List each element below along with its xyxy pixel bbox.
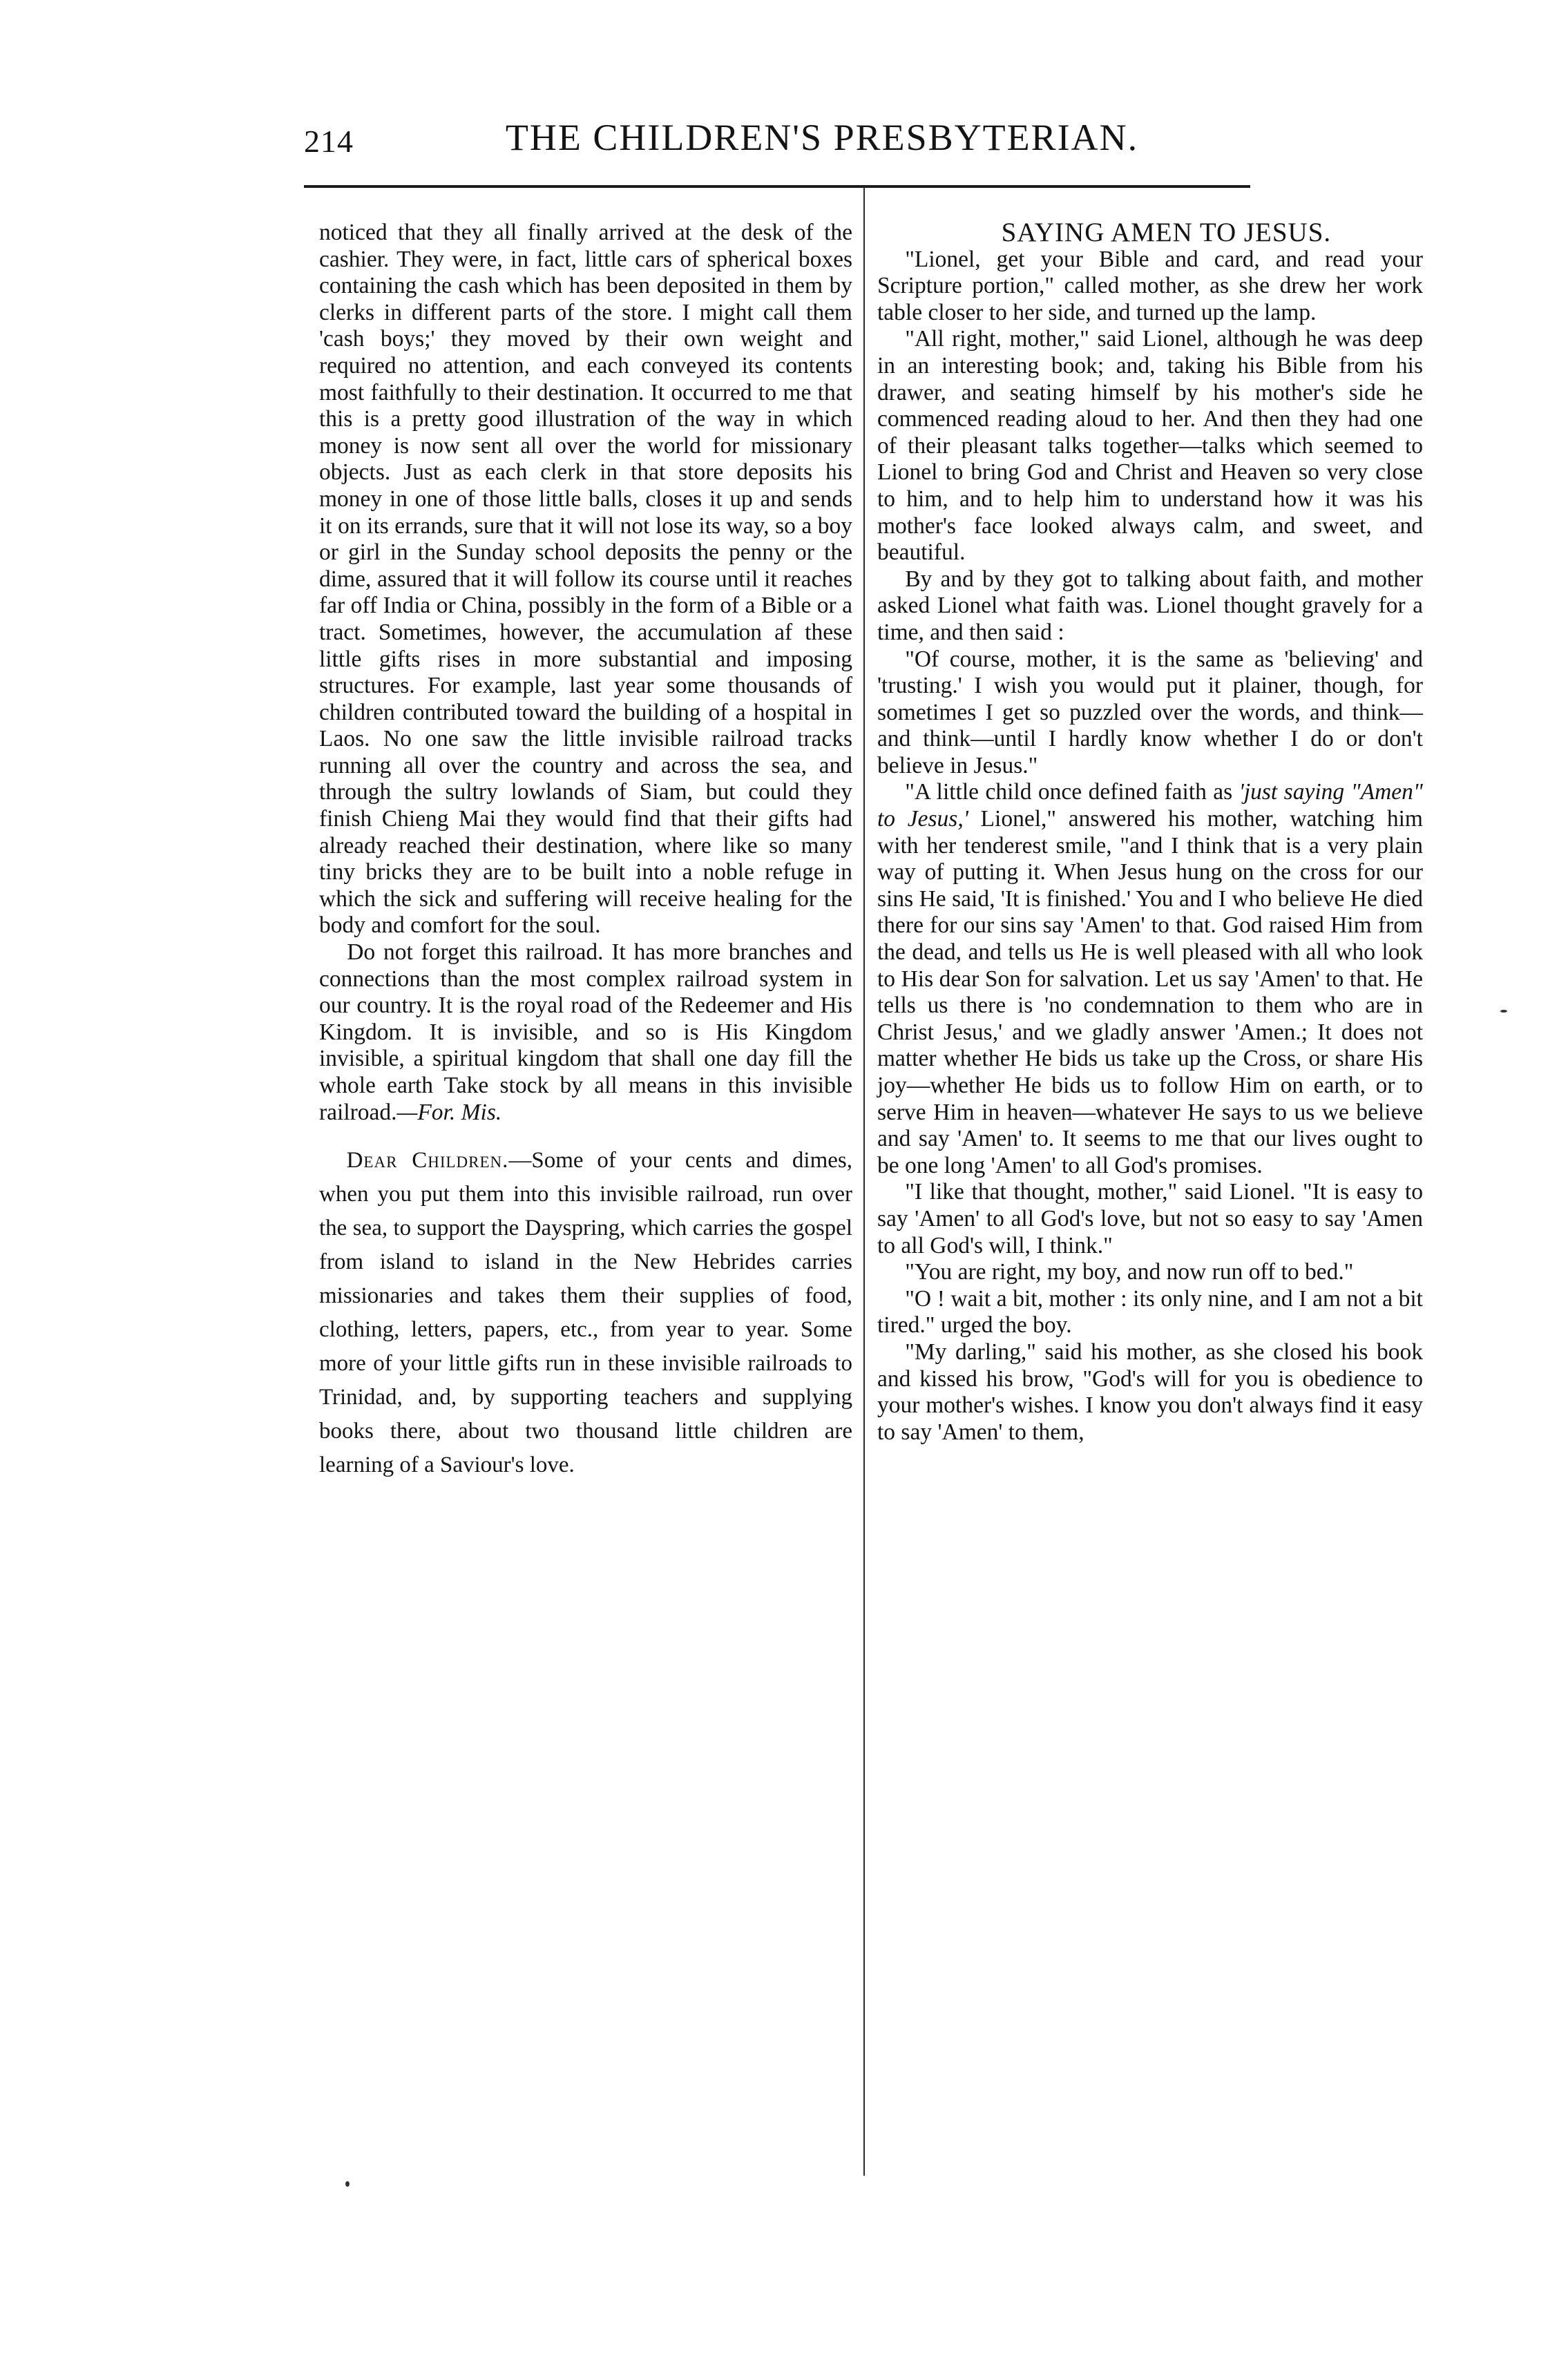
- story-paragraph-7: "You are right, my boy, and now run off to bed.": [905, 1259, 1354, 1285]
- right-column: [877, 220, 1423, 1446]
- header-rule: [304, 185, 1250, 188]
- story-paragraph-6: "I like that thought, mother," said Lionel. "It is easy to say 'Amen' to all God's love, but not so easy to say 'Amen to all God's will, I think.": [877, 1179, 1423, 1258]
- p5-start: "A little child once defined faith as: [905, 779, 1239, 805]
- page-header: [304, 116, 1257, 171]
- running-title: THE CHILDREN'S PRESBYTERIAN.: [505, 117, 1139, 158]
- ink-speck: [1500, 1010, 1507, 1013]
- source-attribution: —For. Mis.: [396, 1099, 502, 1125]
- article-title: SAYING AMEN TO JESUS.: [1001, 218, 1332, 247]
- invisible-railroad-paragraph-1: noticed that they all finally arrived at the desk of the cashier. They were, in fact, little cars of spherical boxes containing the cash which has been deposited in them by clerks in different parts of the store. I might call them 'cash boys;' they moved by their own weight and required no attention, and each conveyed its contents most faithfully to their destination. It occurred to me that this is a pretty good illustration of the way in which money is now sent all over the world for missionary objects. Just as each clerk in that store deposits his money in one of those little balls, closes it up and sends it on its errands, sure that it will not lose its way, so a boy or girl in the Sunday school deposits the penny or the dime, assured that it will follow its course until it reaches far off India or China, possibly in the form of a Bible or a tract. Sometimes, however, the accumulation af these little gifts rises in more substantial and imposing structures. For example, last year some thousands of children contributed toward the building of a hospital in Laos. No one saw the little invisible railroad tracks running all over the country and across the sea, and through the sultry lowlands of Siam, but could they finish Chieng Mai they would find that their gifts had already reached their destination, where like so many tiny bricks they are to be built into a noble refuge in which the sick and suffering will receive healing for the body and comfort for the soul.: [319, 220, 852, 939]
- story-paragraph-5: [877, 779, 1423, 1179]
- story-paragraph-2: "All right, mother," said Lionel, although he was deep in an interesting book; and, taking his Bible from his drawer, and seating himself by his mother's side he commenced reading aloud to her. And then they had one of their pleasant talks together—talks which seemed to Lionel to bring God and Christ and Heaven so very close to him, and to help him to understand how it was his mother's face looked always calm, and sweet, and beautiful.: [877, 326, 1423, 566]
- invisible-railroad-paragraph-2: [319, 939, 852, 1126]
- story-paragraph-3: By and by they got to talking about faith, and mother asked Lionel what faith was. Lionel thought gravely for a time, and then said :: [877, 566, 1423, 645]
- page-number: 214: [304, 124, 354, 159]
- story-paragraph-1: "Lionel, get your Bible and card, and read your Scripture portion," called mother, as she drew her work table closer to her side, and turned up the lamp.: [877, 246, 1423, 325]
- paragraph-2-text: Do not forget this railroad. It has more branches and connections than the most complex railroad system in our country. It is the royal road of the Redeemer and His Kingdom. It is invisible, and so is His Kingdom invisible, a spiritual kingdom that shall one day fill the whole earth Take stock by all means in this invisible railroad.: [319, 939, 852, 1125]
- story-paragraph-9: "My darling," said his mother, as she closed his book and kissed his brow, "God's will for you is obedience to your mother's wishes. I know you don't always find it easy to say 'Amen' to them,: [877, 1339, 1423, 1445]
- letter-salutation: Dear Children.: [346, 1148, 509, 1173]
- p5-italic-definition: 'just saying "Amen" to Jesus,': [877, 779, 1423, 832]
- story-paragraph-8: "O ! wait a bit, mother : its only nine, and I am not a bit tired." urged the boy.: [877, 1285, 1423, 1339]
- p5-rest: Lionel," answered his mother, watching him with her tenderest smile, "and I think that is a very plain way of putting it. When Jesus hung on the cross for our sins He said, 'It is finished.' You and I who believe He died there for our sins say 'Amen' to that. God raised Him from the dead, and tells us He is well pleased with all who look to His dear Son for salvation. Let us say 'Amen' to that. He tells us there is 'no condemnation to them who are in Christ Jesus,' and we gladly answer 'Amen.; It does not matter whether He bids us take up the Cross, or share His joy—whether He bids us to follow Him on earth, or to serve Him in heaven—whatever He says to us we believe and say 'Amen' to. It seems to me that our lives ought to be one long 'Amen' to all God's promises.: [877, 806, 1423, 1178]
- story-paragraph-4: "Of course, mother, it is the same as 'believing' and 'trusting.' I wish you would put it plainer, though, for sometimes I get so puzzled over the words, and think—and think—until I hardly know whether I do or don't believe in Jesus.": [877, 646, 1423, 778]
- letter-body: —Some of your cents and dimes, when you put them into this invisible railroad, run over the sea, to support the Dayspring, which carries the gospel from island to island in the New Hebrides carries missionaries and takes them their supplies of food, clothing, letters, papers, etc., from year to year. Some more of your little gifts run in these invisible railroads to Trinidad, and, by supporting teachers and supplying books there, about two thousand little children are learning of a Saviour's love.: [319, 1148, 852, 1478]
- dear-children-letter: [319, 1144, 852, 1482]
- column-divider: [863, 186, 865, 2176]
- left-column: [319, 220, 852, 1482]
- ink-speck: [345, 2181, 350, 2187]
